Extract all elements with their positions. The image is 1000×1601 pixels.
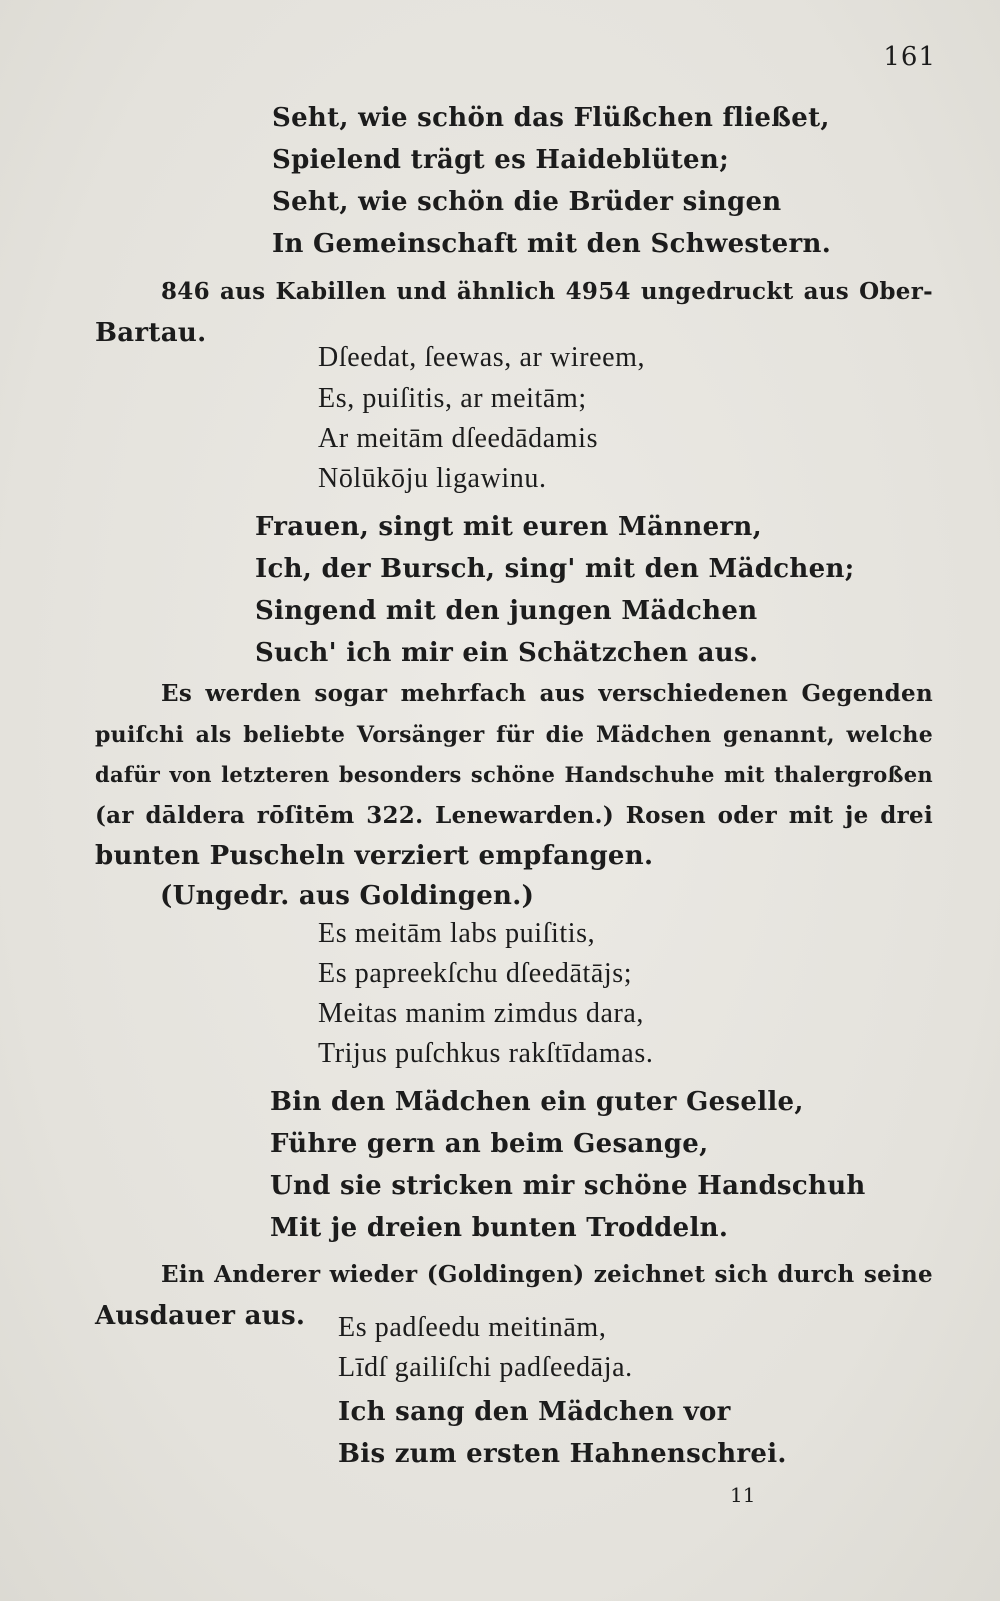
verse-line: Trijus puſchkus rakſtīdamas.	[318, 1038, 654, 1069]
paragraph-line: dafür von letzteren besonders schöne Handschuhe mit thalergroßen	[95, 762, 933, 787]
verse-line: Seht, wie schön die Brüder singen	[272, 187, 782, 217]
verse-line: Es meitām labs puiſitis,	[318, 918, 596, 949]
signature-mark: 11	[730, 1483, 756, 1507]
verse-line: Ich, der Bursch, sing' mit den Mädchen;	[255, 554, 855, 584]
verse-line: Es papreekſchu dſeedātājs;	[318, 958, 633, 989]
paragraph-line: Ausdauer aus.	[95, 1300, 306, 1331]
paragraph-line: Ein Anderer wieder (Goldingen) zeichnet sich durch seine	[161, 1261, 933, 1288]
paragraph-line: bunten Puscheln verziert empfangen.	[95, 841, 654, 871]
source-note: (Ungedr. aus Goldingen.)	[160, 881, 535, 911]
verse-line: Führe gern an beim Gesange,	[270, 1129, 709, 1159]
verse-line: Und sie stricken mir schöne Handschuh	[270, 1171, 866, 1201]
paragraph-line: 846 aus Kabillen und ähnlich 4954 ungedruckt aus Ober-	[161, 278, 933, 305]
verse-line: Such' ich mir ein Schätzchen aus.	[255, 638, 759, 668]
paragraph-line: Es werden sogar mehrfach aus verschiedenen Gegenden	[161, 680, 933, 707]
paragraph-line: (ar dāldera rōſitēm 322. Lenewarden.) Rosen oder mit je drei	[95, 801, 933, 829]
verse-line: Es padſeedu meitinām,	[338, 1312, 607, 1343]
verse-line: Nōlūkōju ligawinu.	[318, 463, 547, 494]
verse-line: Līdſ gailiſchi padſeedāja.	[338, 1352, 633, 1383]
paragraph-line: Bartau.	[95, 317, 207, 348]
verse-line: Es, puiſitis, ar meitām;	[318, 383, 587, 414]
verse-line: Ich sang den Mädchen vor	[338, 1397, 731, 1427]
verse-line: Spielend trägt es Haideblüten;	[272, 145, 729, 175]
verse-line: Meitas manim zimdus dara,	[318, 998, 645, 1029]
paragraph-vorsaenger	[95, 674, 933, 877]
verse-line: Singend mit den jungen Mädchen	[255, 596, 758, 626]
verse-line: Seht, wie schön das Flüßchen fließet,	[272, 103, 830, 133]
paragraph-line: puiſchi als beliebte Vorsänger für die Mädchen genannt, welche	[95, 721, 933, 748]
verse-line: Bis zum ersten Hahnenschrei.	[338, 1439, 787, 1469]
verse-line: Dſeedat, ſeewas, ar wireem,	[318, 342, 646, 373]
verse-line: Ar meitām dſeedādamis	[318, 423, 599, 454]
verse-line: Bin den Mädchen ein guter Geselle,	[270, 1087, 804, 1117]
verse-line: Mit je dreien bunten Troddeln.	[270, 1213, 729, 1243]
verse-line: In Gemeinschaft mit den Schwestern.	[272, 229, 832, 259]
verse-line: Frauen, singt mit euren Männern,	[255, 512, 762, 542]
page-number: 161	[883, 42, 936, 72]
